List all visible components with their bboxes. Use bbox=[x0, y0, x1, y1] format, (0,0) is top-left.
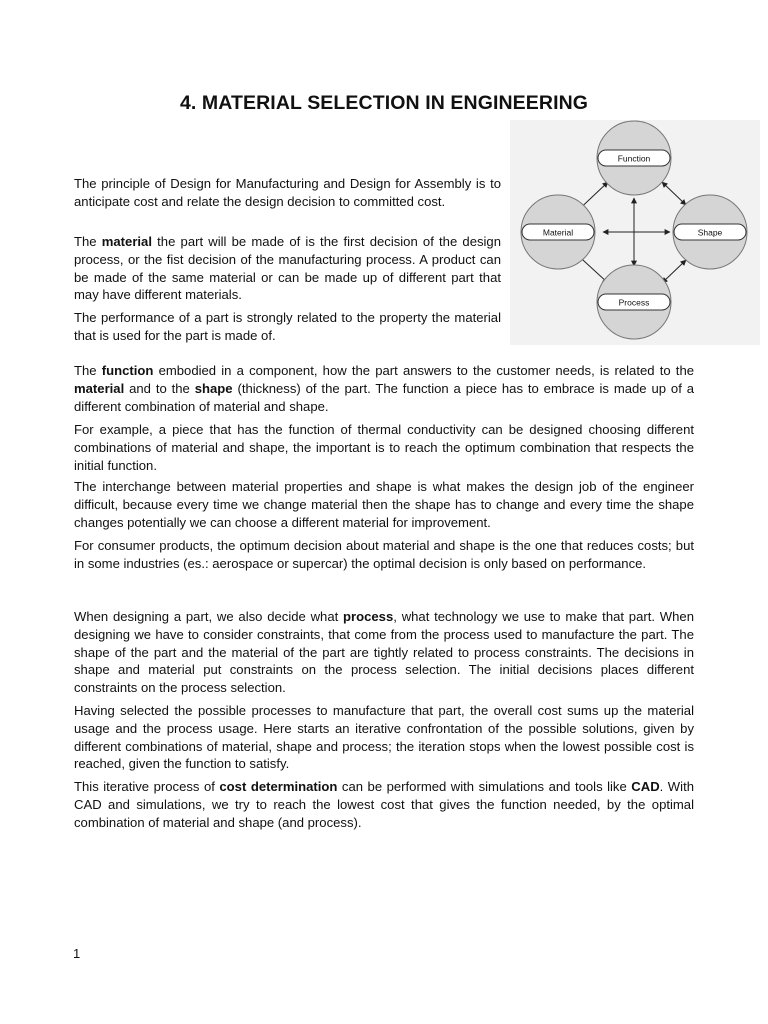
function-node bbox=[597, 121, 671, 195]
function-material-shape-process-diagram bbox=[510, 120, 760, 345]
paragraph-cost-determination: This iterative process of cost determination can be performed with simulations and tools like CAD. With CAD and simulations, we try to reach the lowest cost that gives the function needed, by the optimal combination of material and shape (and process). bbox=[74, 779, 694, 830]
process-node bbox=[597, 265, 671, 339]
intro-paragraph-performance: The performance of a part is strongly related to the property the material that is used for the part is made of. bbox=[74, 310, 501, 343]
paragraph-process: When designing a part, we also decide what process, what technology we use to make that part. When designing we have to consider constraints, that come from the process used to manufacture the part. The shape of the part and the material of the part are tightly related to process constraints. The decisions in shape and material put constraints on the process selection. The initial decisions places different constraints on the process selection. bbox=[74, 609, 694, 696]
intro-paragraph-material: The material the part will be made of is the first decision of the design process, or the fist decision of the manufacturing process. A product can be made of the same material or can be made up of different part that may have different materials. bbox=[74, 234, 501, 303]
paragraph-thermal-example: For example, a piece that has the function of thermal conductivity can be designed choosing different combinations of material and shape, the important is to reach the optimum combination that respects the initial function. bbox=[74, 422, 694, 473]
paragraph-interchange: The interchange between material properties and shape is what makes the design job of the engineer difficult, because every time we change material then the shape has to change and every time the shape changes potentially we can choose a different material for improvement. bbox=[74, 479, 694, 530]
page-number: 1 bbox=[73, 946, 81, 961]
shape-node bbox=[673, 195, 747, 269]
material-label: Material bbox=[542, 227, 574, 238]
paragraph-iterative-confrontation: Having selected the possible processes to manufacture that part, the overall cost sums up the material usage and the process usage. Here starts an iterative confrontation of the possible solutions, given by different combinations of material, shape and process; the iteration stops when the lowest possible cost is reached, given the function to satisfy. bbox=[74, 703, 694, 772]
material-node bbox=[521, 195, 595, 269]
shape-label: Shape bbox=[697, 227, 723, 238]
paragraph-function: The function embodied in a component, how the part answers to the customer needs, is related to the material and to the shape (thickness) of the part. The function a piece has to embrace is made up of a different combination of material and shape. bbox=[74, 363, 695, 414]
page-title: 4. MATERIAL SELECTION IN ENGINEERING bbox=[179, 92, 589, 114]
process-label: Process bbox=[618, 297, 650, 308]
intro-paragraph-dfm: The principle of Design for Manufacturing and Design for Assembly is to anticipate cost and relate the design decision to committed cost. bbox=[74, 176, 501, 209]
function-label: Function bbox=[617, 153, 651, 164]
paragraph-consumer-products: For consumer products, the optimum decision about material and shape is the one that reduces costs; but in some industries (es.: aerospace or supercar) the optimal decision is only based on performance. bbox=[74, 538, 694, 571]
